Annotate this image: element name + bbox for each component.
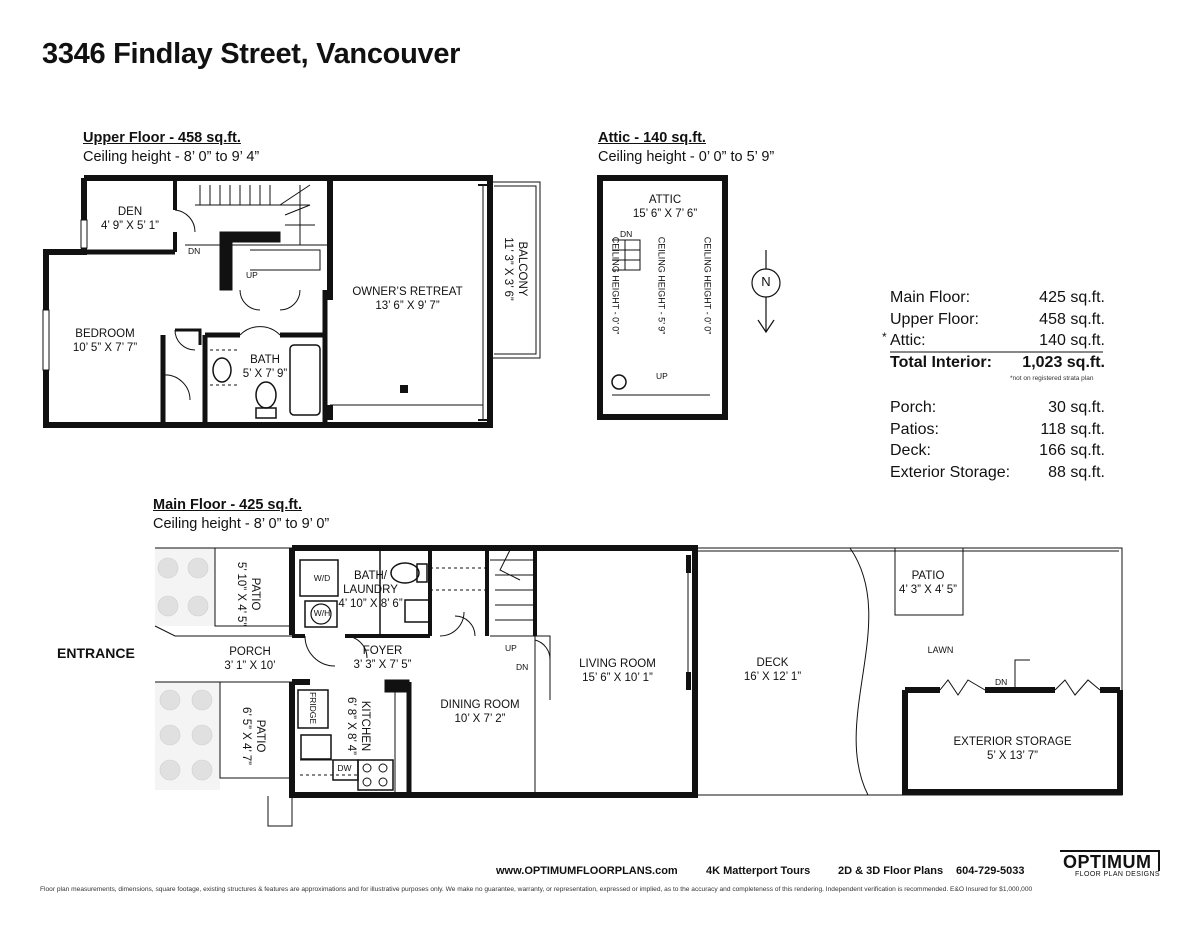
room-patio-right: PATIO 4’ 3” X 4’ 5” — [899, 570, 957, 596]
fixture-washer-dryer: W/D — [313, 573, 331, 583]
main-stair-up-label: UP — [505, 643, 517, 653]
room-bath-laundry: BATH/ LAUNDRY 4’ 10” X 8’ 6” — [338, 570, 403, 610]
room-patio-top: PATIO 5’ 10” X 4’ 5” — [235, 561, 261, 627]
attic-ceiling-note-3: CEILING HEIGHT - 0’ 0” — [702, 236, 713, 335]
area-footnote: *not on registered strata plan — [1010, 375, 1094, 382]
page-title: 3346 Findlay Street, Vancouver — [42, 38, 461, 70]
footer-tours: 4K Matterport Tours — [706, 865, 811, 877]
footer-phone: 604-729-5033 — [956, 865, 1025, 877]
room-foyer: FOYER 3’ 3” X 7’ 5” — [353, 645, 412, 671]
fixture-fridge: FRIDGE — [308, 691, 318, 725]
room-bedroom — [55, 327, 155, 355]
room-bedroom-dims: 10’ 5” X 7’ 7” — [72, 342, 138, 354]
compass-rose — [752, 250, 780, 332]
area-row-attic: Attic: 140 sq.ft. — [890, 332, 1105, 349]
room-owners-retreat — [345, 285, 470, 313]
footer-disclaimer: Floor plan measurements, dimensions, square footage, existing structures & features are approximations and for illustrative purposes only. We make no guarantee, warranty, or representation, expressed or implied, as to the accuracy and completeness of this rendering. Independent verification is recommended. E&O Insured for $1,000,000 — [40, 886, 1033, 893]
main-stair-dn-label: DN — [516, 662, 529, 672]
room-deck: DECK 16’ X 12’ 1” — [743, 657, 802, 683]
room-kitchen: KITCHEN 6’ 8” X 8’ 4” — [345, 697, 371, 755]
room-dining: DINING ROOM 10’ X 7’ 2” — [440, 699, 520, 725]
room-bath-upper-name: BATH — [250, 354, 280, 366]
attic-stair-up-label: UP — [656, 371, 668, 381]
room-attic-dims: 15’ 6” X 7’ 6” — [632, 208, 698, 220]
room-exterior-storage: EXTERIOR STORAGE 5’ X 13’ 7” — [953, 736, 1072, 762]
area-summary-interior — [890, 287, 1105, 373]
upper-stair-dn-label: DN — [188, 246, 201, 256]
area-row-porch: Porch: 30 sq.ft. — [890, 399, 1105, 416]
entrance-label: ENTRANCE — [57, 645, 135, 661]
area-summary-exterior — [890, 397, 1105, 483]
area-row-exterior-storage: Exterior Storage: 88 sq.ft. — [890, 463, 1105, 481]
footer-plans: 2D & 3D Floor Plans — [838, 865, 944, 877]
attic-asterisk: * — [882, 330, 887, 344]
attic-ceiling-note-2: CEILING HEIGHT - 5’ 9” — [656, 236, 667, 335]
attic-ceiling-note-1: CEILING HEIGHT - 0’ 0” — [610, 236, 621, 335]
room-den — [100, 205, 160, 233]
storage-dn-label: DN — [995, 677, 1008, 687]
logo-sub-text: FLOOR PLAN DESIGNS — [1075, 871, 1160, 878]
upper-floor-ceiling: Ceiling height - 8’ 0” to 9’ 4” — [83, 149, 260, 165]
room-attic — [620, 193, 710, 221]
room-porch: PORCH 3’ 1” X 10’ — [224, 646, 276, 672]
room-balcony-name: BALCONY — [516, 241, 528, 297]
area-row-deck: Deck: 166 sq.ft. — [890, 442, 1105, 459]
logo-main-text: OPTIMUM — [1060, 850, 1160, 871]
fixture-water-heater: W/H — [313, 608, 331, 618]
room-attic-name: ATTIC — [648, 194, 682, 206]
footer-website[interactable]: www.OPTIMUMFLOORPLANS.com — [496, 865, 678, 877]
room-living: LIVING ROOM 15’ 6” X 10’ 1” — [579, 658, 656, 684]
room-den-dims: 4’ 9” X 5’ 1” — [101, 220, 159, 232]
main-floor-title: Main Floor - 425 sq.ft. — [153, 497, 303, 513]
main-floor-plan — [155, 548, 1122, 826]
attic-title: Attic - 140 sq.ft. — [598, 130, 706, 146]
area-row-total: Total Interior: 1,023 sq.ft. — [890, 353, 1105, 371]
room-patio-bottom: PATIO 6’ 5” X 4’ 7” — [240, 707, 266, 765]
upper-stair-up-label: UP — [246, 270, 258, 280]
room-bath-upper — [230, 353, 300, 381]
room-den-name: DEN — [117, 206, 143, 218]
room-balcony-dims: 11’ 3” X 3’ 6” — [502, 237, 514, 301]
fixture-dishwasher: DW — [337, 763, 352, 773]
compass-north-label: N — [761, 274, 771, 289]
attic-stair-dn-label: DN — [620, 229, 633, 239]
main-floor-ceiling: Ceiling height - 8’ 0” to 9’ 0” — [153, 516, 330, 532]
room-owners-retreat-dims: 13’ 6” X 9’ 7” — [375, 300, 440, 312]
room-balcony — [501, 214, 529, 324]
area-row-patios: Patios: 118 sq.ft. — [890, 420, 1105, 438]
room-lawn: LAWN — [927, 645, 954, 655]
optimum-logo — [1060, 850, 1160, 878]
area-row-main-floor: Main Floor: 425 sq.ft. — [890, 289, 1105, 306]
room-bath-upper-dims: 5’ X 7’ 9” — [242, 368, 288, 380]
area-row-upper-floor: Upper Floor: 458 sq.ft. — [890, 310, 1105, 328]
attic-ceiling: Ceiling height - 0’ 0” to 5’ 9” — [598, 149, 775, 165]
room-bedroom-name: BEDROOM — [75, 328, 135, 340]
room-owners-retreat-name: OWNER’S RETREAT — [352, 286, 463, 298]
upper-floor-title: Upper Floor - 458 sq.ft. — [83, 130, 241, 146]
